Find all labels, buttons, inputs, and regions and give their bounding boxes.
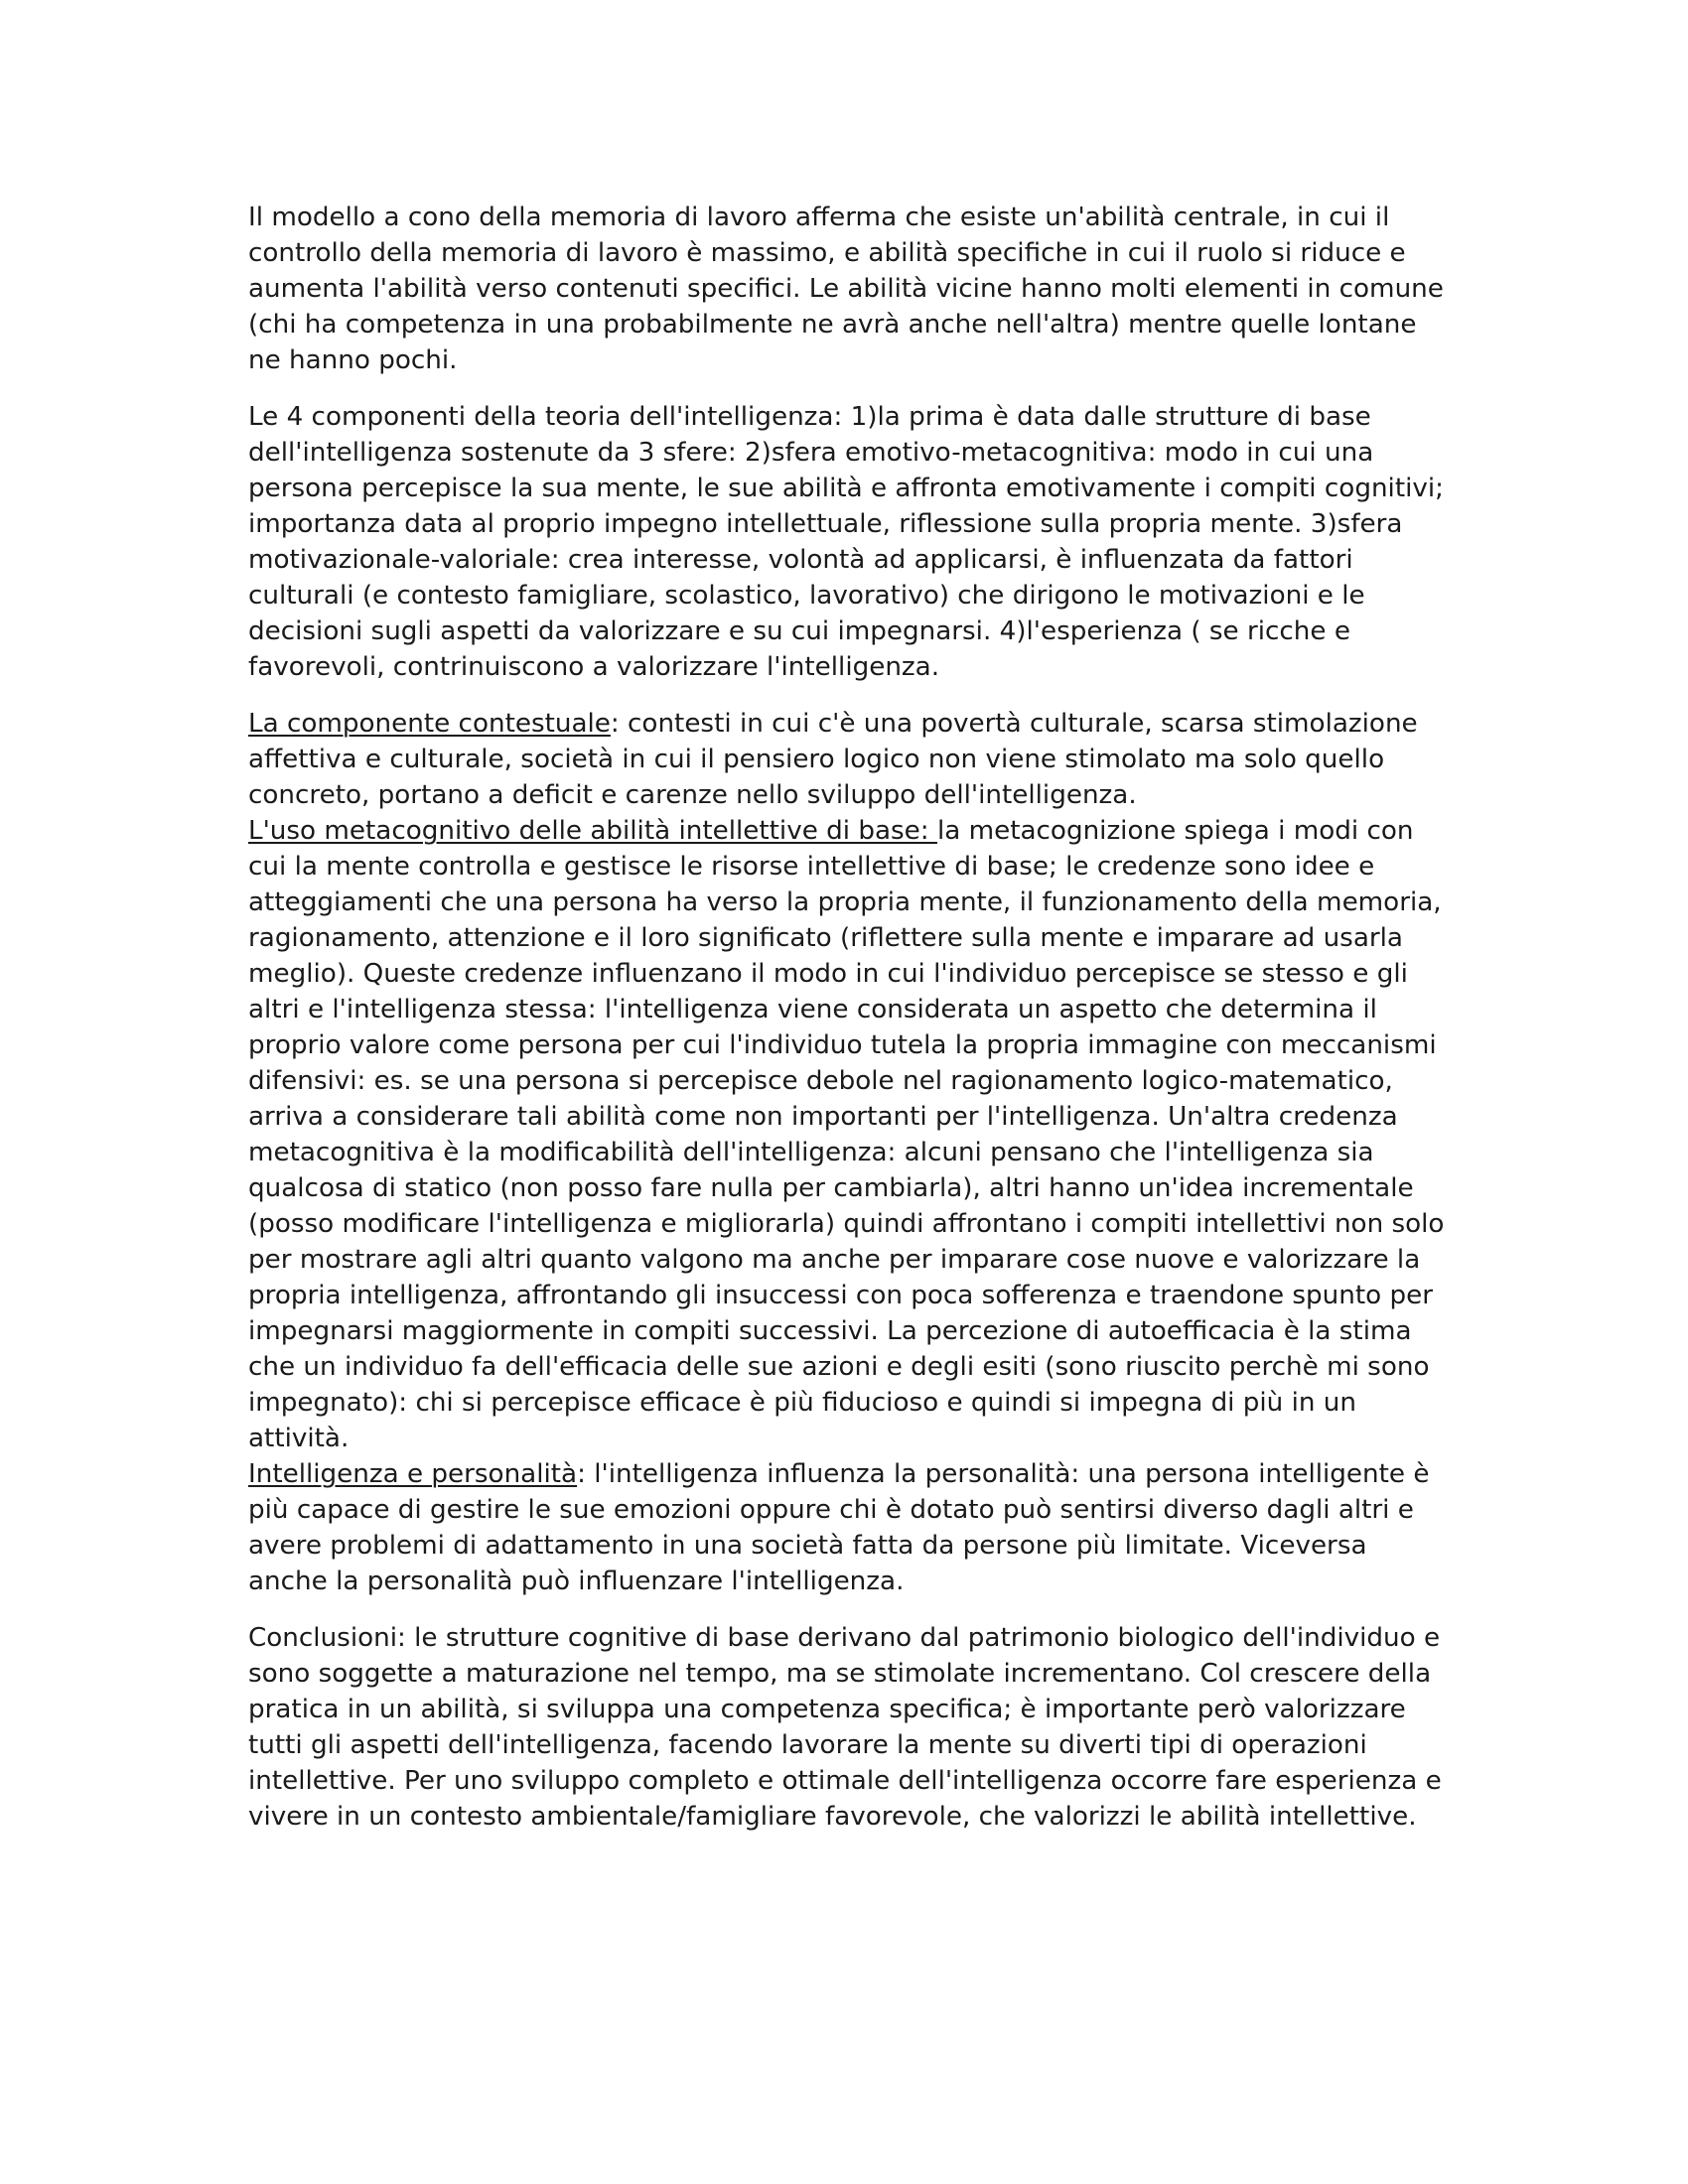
metacognitive-use-text: la metacognizione spiega i modi con cui la mente controlla e gestisce le risorse intellettive di base; le credenze sono idee e atteggiamenti che una persona ha verso la propria mente, il funzionamento della memoria, ragionamento, attenzione e il loro significato (riflettere sulla mente e imparare ad usarla meglio). Queste credenze influenzano il modo in cui l'individuo percepisce se stesso e gli altri e l'intelligenza stessa: l'intelligenza viene considerata un aspetto che determina il proprio valore come persona per cui l'individuo tutela la propria immagine con meccanismi difensivi: es. se una persona si percepisce debole nel ragionamento logico-matematico, arriva a considerare tali abilità come non importanti per l'intelligenza. Un'altra credenza metacognitiva è la modificabilità dell'intelligenza: alcuni pensano che l'intelligenza sia qualcosa di statico (non posso fare nulla per cambiarla), altri hanno un'idea incrementale (posso modificare l'intelligenza e migliorarla) quindi affrontano i compiti intellettivi non solo per mostrare agli altri quanto valgono ma anche per imparare cose nuove e valorizzare la propria intelligenza, affrontando gli insuccessi con poca sofferenza e traendone spunto per impegnarsi maggiormente in compiti successivi. La percezione di autoefficacia è la stima che un individuo fa dell'efficacia delle sue azioni e degli esiti (sono riuscito perchè mi sono impegnato): chi si percepisce efficace è più fiducioso e quindi si impegna di più in un attività. [248,816,1445,1453]
heading-contextual-component: La componente contestuale [248,709,611,739]
heading-metacognitive-use: L'uso metacognitivo delle abilità intellettive di base: [248,816,937,846]
paragraph-intelligence-components: Le 4 componenti della teoria dell'intelligenza: 1)la prima è data dalle strutture di base dell'intelligenza sostenute da 3 sfere: 2)sfera emotivo-metacognitiva: modo in cui una persona percepisce la sua mente, le sue abilità e affronta emotivamente i compiti cognitivi; importanza data al proprio impegno intellettuale, riflessione sulla propria mente. 3)sfera motivazionale-valoriale: crea interesse, volontà ad applicarsi, è influenzata da fattori culturali (e contesto famigliare, scolastico, lavorativo) che dirigono le motivazioni e le decisioni sugli aspetti da valorizzare e su cui impegnarsi. 4)l'esperienza ( se ricche e favorevoli, contrinuiscono a valorizzare l'intelligenza. [248,402,1444,682]
heading-intelligence-personality: Intelligenza e personalità [248,1459,578,1489]
document-body [248,200,1450,1855]
paragraph-working-memory-model: Il modello a cono della memoria di lavoro afferma che esiste un'abilità centrale, in cui il controllo della memoria di lavoro è massimo, e abilità specifiche in cui il ruolo si riduce e aumenta l'abilità verso contenuti specifici. Le abilità vicine hanno molti elementi in comune (chi ha competenza in una probabilmente ne avrà anche nell'altra) mentre quelle lontane ne hanno pochi. [248,203,1444,375]
intelligence-personality-text: : l'intelligenza influenza la personalità: una persona intelligente è più capace di gestire le sue emozioni oppure chi è dotato può sentirsi diverso dagli altri e avere problemi di adattamento in una società fatta da persone più limitate. Viceversa anche la personalità può influenzare l'intelligenza. [248,1459,1430,1596]
paragraph-contextual-component [248,706,1450,1599]
paragraph-conclusions: Conclusioni: le strutture cognitive di base derivano dal patrimonio biologico dell'individuo e sono soggette a maturazione nel tempo, ma se stimolate incrementano. Col crescere della pratica in un abilità, si sviluppa una competenza specifica; è importante però valorizzare tutti gli aspetti dell'intelligenza, facendo lavorare la mente su diverti tipi di operazioni intellettive. Per uno sviluppo completo e ottimale dell'intelligenza occorre fare esperienza e vivere in un contesto ambientale/famigliare favorevole, che valorizzi le abilità intellettive. [248,1623,1442,1832]
contextual-component-text: : contesti in cui c'è una povertà culturale, scarsa stimolazione affettiva e culturale, società in cui il pensiero logico non viene stimolato ma solo quello concreto, portano a deficit e carenze nello sviluppo dell'intelligenza. [248,709,1418,810]
